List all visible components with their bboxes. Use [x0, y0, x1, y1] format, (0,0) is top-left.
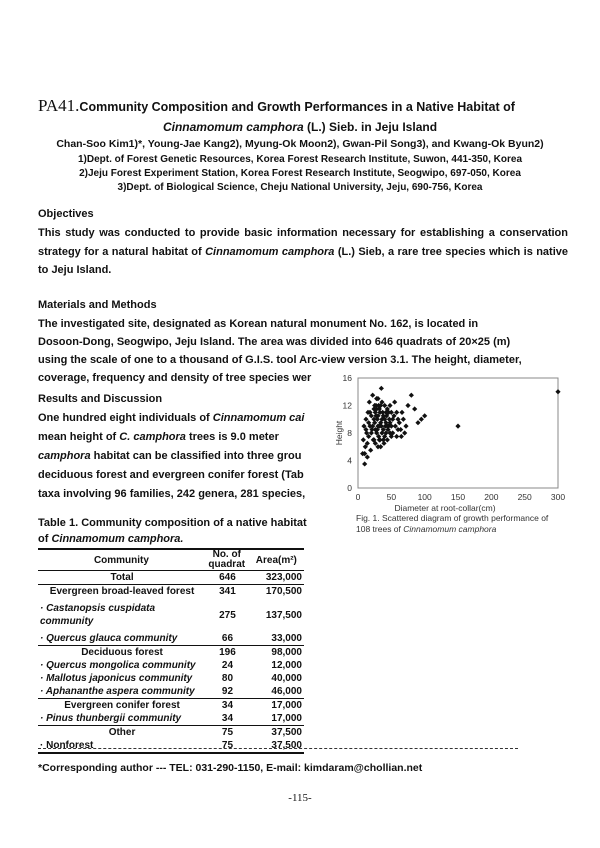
x-tick-label: 200 [484, 492, 499, 502]
community-table [38, 548, 304, 754]
y-tick-label: 0 [347, 483, 352, 493]
th-quadrat: No. of quadrat [208, 549, 246, 570]
row-area: 33,000 [271, 633, 302, 644]
figure-caption [356, 513, 556, 535]
table-caption-species: Cinnamomum camphora. [51, 533, 184, 545]
row-area: 323,000 [265, 572, 302, 583]
affiliation-3: 3)Dept. of Biological Science, Cheju National University, Jeju, 690-756, Korea [117, 182, 483, 193]
title-rest: (L.) Sieb. in Jeju Island [303, 120, 438, 134]
table-row [38, 646, 304, 660]
figure-caption-text: Fig. 1. Scattered diagram of growth performance of 108 trees of [356, 513, 549, 534]
row-name: · Aphananthe aspera community [40, 686, 195, 697]
row-quadrat: 66 [221, 633, 234, 644]
y-axis-label: Height [334, 420, 344, 446]
data-point [367, 399, 372, 404]
methods-line1: The investigated site, designated as Korean natural monument No. 162, is located in [38, 318, 479, 330]
page-number: -115- [288, 792, 312, 804]
row-quadrat: 646 [219, 572, 236, 583]
x-tick-label: 150 [450, 492, 466, 502]
scatter-chart [330, 368, 570, 516]
data-point [392, 399, 397, 404]
row-quadrat: 75 [221, 727, 234, 738]
row-name: · Mallotus japonicus community [40, 673, 193, 684]
table-row [38, 598, 304, 632]
data-point [394, 434, 399, 439]
data-point [370, 393, 375, 398]
row-quadrat: 34 [221, 713, 234, 724]
table-caption-prefix: of [38, 533, 52, 545]
methods-heading: Materials and Methods [38, 299, 157, 311]
row-quadrat: 92 [221, 686, 234, 697]
data-point [415, 420, 420, 425]
row-quadrat: 24 [221, 660, 234, 671]
data-point [399, 434, 404, 439]
row-area: 37,500 [271, 727, 302, 738]
data-point [361, 437, 366, 442]
affiliation-1: 1)Dept. of Forest Genetic Resources, Korea Forest Research Institute, Suwon, 441-350, Korea [77, 154, 523, 165]
title-line1: Community Composition and Growth Performances in a Native Habitat of [79, 100, 515, 114]
row-area: 17,000 [271, 700, 302, 711]
row-name: · Nonforest [40, 740, 94, 751]
results-heading: Results and Discussion [38, 393, 163, 405]
table-row [38, 726, 304, 740]
objectives-text [38, 224, 568, 280]
row-name: · Pinus thunbergii community [40, 713, 182, 724]
figure-caption-species: Cinnamomum camphora [403, 524, 497, 534]
results-line1 [38, 409, 338, 428]
y-tick-label: 4 [347, 455, 352, 466]
title-species: Cinnamomum camphora [162, 120, 304, 134]
paper-title [38, 96, 578, 116]
row-area: 170,500 [265, 586, 302, 597]
data-point [377, 437, 382, 442]
th-community: Community [93, 554, 149, 566]
row-quadrat: 196 [219, 647, 236, 658]
table-header-row [38, 550, 304, 570]
row-area: 17,000 [271, 713, 302, 724]
data-point [379, 386, 384, 391]
methods-line2: Dosoon-Dong, Seogwipo, Jeju Island. The area was divided into 646 quadrats of 20×25 (m) [38, 336, 511, 348]
row-name: Other [108, 727, 136, 738]
data-point [555, 389, 560, 394]
objectives-species: Cinnamomum camphora [205, 245, 335, 258]
paper-code: PA41. [38, 96, 80, 115]
row-area: 37,500 [271, 740, 302, 751]
results-l3b: habitat can be classified into three grou [90, 450, 302, 462]
results-l2a: mean height of [38, 431, 120, 443]
y-tick-label: 8 [347, 428, 352, 438]
authors: Chan-Soo Kim1)*, Young-Jae Kang2), Myung-Ok Moon2), Gwan-Pil Song3), and Kwang-Ok Byun2) [56, 138, 544, 150]
affiliation-2: 2)Jeju Forest Experiment Station, Korea Forest Research Institute, Seogwipo, 697-050, Korea [79, 168, 521, 179]
table-row [38, 585, 304, 599]
table-row [38, 712, 304, 726]
table-body [38, 571, 304, 752]
results-line5: taxa involving 96 families, 242 genera, 281 species, [38, 488, 306, 500]
table-row [38, 659, 304, 672]
table-caption: Table 1. Community composition of a native habitat [38, 517, 307, 529]
data-point [409, 393, 414, 398]
y-tick-label: 12 [342, 400, 352, 411]
row-name: Deciduous forest [81, 647, 163, 658]
row-name: · Quercus mongolica community [40, 660, 196, 671]
x-tick-label: 250 [517, 492, 532, 502]
objectives-text-a: This study was conducted to provide basic information necessary for establishing a conservation strategy for a natural habitat of [38, 227, 568, 258]
table-row [38, 739, 304, 752]
data-point [368, 448, 373, 453]
row-area: 12,000 [271, 660, 302, 671]
methods-line3: using the scale of one to a thousand of G.I.S. tool Arc-view version 3.1. The height, diameter, [38, 354, 522, 366]
corresponding-author: *Corresponding author --- TEL: 031-290-1150, E-mail: kimdaram@chollian.net [38, 762, 423, 774]
x-tick-label: 300 [550, 492, 566, 502]
row-area: 46,000 [271, 686, 302, 697]
table-row [38, 571, 304, 585]
row-quadrat: 275 [219, 609, 236, 621]
objectives-heading: Objectives [38, 208, 94, 220]
data-point [403, 424, 408, 429]
data-point [455, 424, 460, 429]
table-row [38, 632, 304, 646]
objectives-text-b: (L.) Sieb, a rare tree species which is native to Jeju Island. [38, 245, 569, 276]
results-line3 [38, 447, 338, 466]
row-quadrat: 80 [221, 673, 234, 684]
row-area: 40,000 [271, 673, 302, 684]
x-tick-label: 100 [417, 492, 432, 502]
row-area: 137,500 [265, 609, 302, 621]
results-l1b: Cinnamomum cai [212, 412, 305, 424]
data-point [405, 403, 410, 408]
x-axis-label: Diameter at root-collar(cm) [394, 503, 496, 513]
table-caption-line2 [38, 533, 183, 545]
row-name: Total [110, 572, 134, 583]
y-tick-label: 16 [342, 373, 352, 383]
data-point [399, 410, 404, 415]
results-l3a: camphora [38, 450, 91, 462]
data-point [412, 406, 417, 411]
row-name: · Castanopsis cuspidata community [40, 603, 156, 627]
row-name: Evergreen broad-leaved forest [49, 586, 195, 597]
data-point [362, 461, 367, 466]
x-tick-label: 0 [355, 492, 361, 502]
data-point [401, 417, 406, 422]
data-point [422, 413, 427, 418]
data-point [398, 427, 403, 432]
footnote-divider [38, 748, 518, 749]
results-line4: deciduous forest and evergreen conifer forest (Tab [38, 469, 304, 481]
th-area: Area(m²) [255, 554, 297, 566]
data-point [381, 441, 386, 446]
data-point [419, 417, 424, 422]
data-point [402, 430, 407, 435]
title-line2 [0, 120, 600, 134]
x-tick-label: 50 [386, 492, 397, 502]
results-l2b: C. camphora [119, 431, 186, 443]
table-row [38, 672, 304, 685]
table-row [38, 699, 304, 713]
row-quadrat: 75 [221, 740, 234, 751]
table-row [38, 685, 304, 699]
row-quadrat: 341 [219, 586, 236, 597]
results-l2c: trees is 9.0 meter [185, 431, 279, 443]
results-line2 [38, 428, 338, 447]
row-name: Evergreen conifer forest [64, 700, 180, 711]
results-l1a: One hundred eight individuals of [38, 412, 213, 424]
methods-line4: coverage, frequency and density of tree species wer [38, 372, 312, 384]
row-name: · Quercus glauca community [40, 633, 178, 644]
row-area: 98,000 [271, 647, 302, 658]
row-quadrat: 34 [221, 700, 234, 711]
